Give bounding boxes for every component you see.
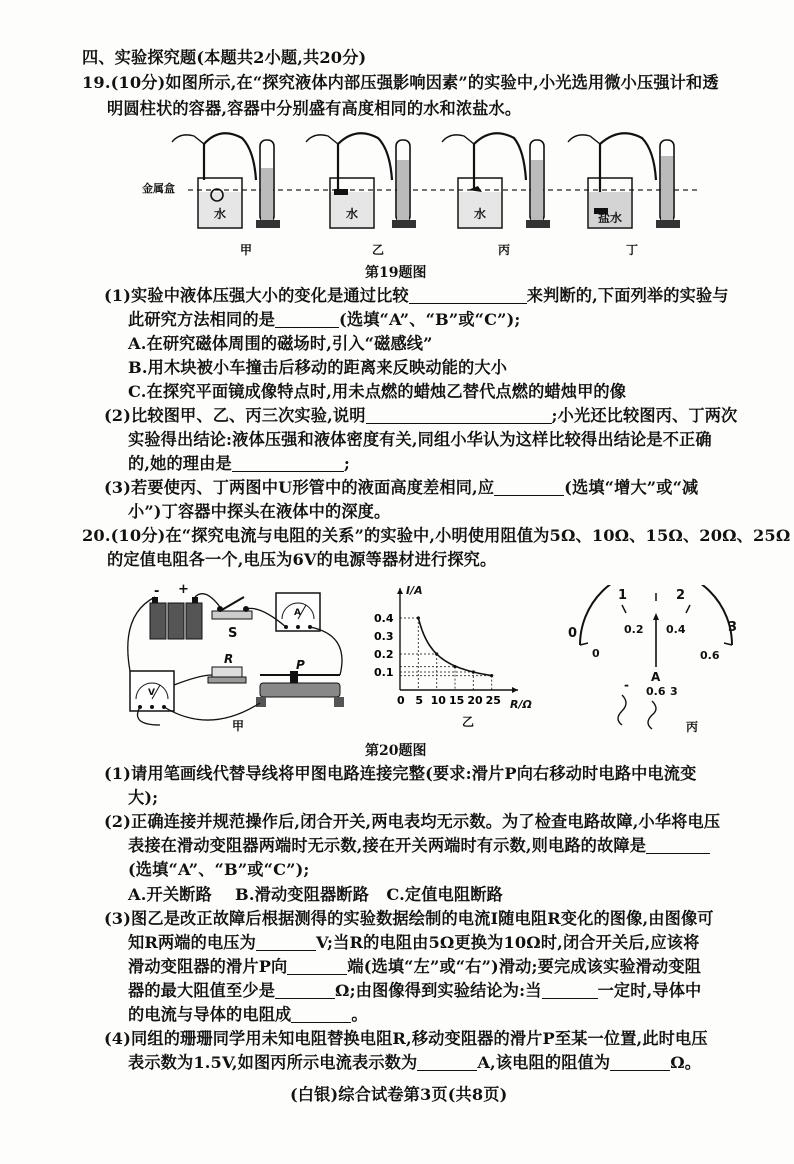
terminal-minus: - bbox=[624, 678, 629, 692]
terminal-06: 0.6 bbox=[646, 685, 666, 698]
battery-minus-label: - bbox=[154, 584, 160, 599]
chart-y-tick: 0.3 bbox=[374, 630, 394, 643]
dial-major-0: 0 bbox=[568, 626, 578, 641]
q20-p3-line3 bbox=[128, 956, 701, 978]
battery bbox=[150, 597, 202, 639]
battery-plus-label: + bbox=[178, 582, 189, 597]
q20-stem-line1: 20.(10分)在“探究电流与电阻的关系”的实验中,小明使用阻值为5Ω、10Ω、15Ω、20Ω、25Ω bbox=[82, 526, 791, 545]
section-title: 四、实验探究题(本题共2小题,共20分) bbox=[82, 48, 367, 67]
chart-point bbox=[453, 665, 456, 668]
q19-p2-text-b: ;小光还比较图丙、丁两次 bbox=[551, 406, 738, 425]
q20-p3-blank2[interactable] bbox=[287, 958, 347, 975]
figure-20-yi-chart bbox=[370, 580, 540, 730]
q20-p3-text-i: 。 bbox=[351, 1005, 368, 1024]
q19-p2-line2: 实验得出结论:液体压强和液体密度有关,同组小华认为这样比较得出结论是不正确 bbox=[128, 430, 712, 449]
q20-p3-line5 bbox=[128, 1004, 368, 1026]
q20-p3-blank1[interactable] bbox=[256, 934, 316, 951]
q19-p1-text-d: (选填“A”、“B”或“C”); bbox=[339, 310, 521, 329]
q20-p1-line1: (1)请用笔画线代替导线将甲图电路连接完整(要求:滑片P向右移动时电路中电流变 bbox=[104, 764, 697, 783]
q20-p3-text-b: V;当R的电阻由5Ω更换为10Ω时,闭合开关后,应该将 bbox=[315, 933, 700, 952]
q20-p2-blank[interactable] bbox=[646, 837, 710, 854]
fig20-yi-label: 乙 bbox=[462, 715, 475, 729]
q19-option-c: C.在探究平面镜成像特点时,用未点燃的蜡烛乙替代点燃的蜡烛甲的像 bbox=[128, 382, 627, 401]
q20-p3-text-e: 器的最大阻值至少是 bbox=[128, 981, 276, 1000]
beaker-label-ding: 盐水 bbox=[598, 211, 623, 225]
q20-p4-blank2[interactable] bbox=[610, 1054, 670, 1071]
chart-grid bbox=[400, 618, 492, 690]
resistor-label: R bbox=[224, 652, 234, 666]
fixed-resistor bbox=[208, 667, 246, 683]
chart-point bbox=[490, 674, 493, 677]
chart-y-tick: 0.1 bbox=[374, 666, 394, 679]
dial-minor-1: 0.2 bbox=[624, 623, 644, 636]
q19-option-a: A.在研究磁体周围的磁场时,引入“磁感线” bbox=[128, 334, 433, 353]
q19-p1-text-b: 来判断的,下面列举的实验与 bbox=[526, 286, 729, 305]
q19-p1-blank2[interactable] bbox=[275, 311, 339, 328]
apparatus-yi bbox=[306, 133, 416, 257]
q20-p4-line2 bbox=[128, 1052, 701, 1074]
slider-label: P bbox=[296, 658, 305, 672]
q20-p4-blank1[interactable] bbox=[417, 1054, 477, 1071]
q19-caption: 第19题图 bbox=[365, 265, 427, 281]
dial-minor-3: 0.6 bbox=[700, 649, 720, 662]
fig20-bing-label: 丙 bbox=[686, 720, 699, 734]
q20-p3-text-f: Ω;由图像得到实验结论为:当 bbox=[335, 981, 542, 1000]
switch-s bbox=[212, 597, 252, 619]
q19-p3-line2: 小”)丁容器中探头在液体中的深度。 bbox=[128, 502, 391, 521]
chart-x-tick: 10 bbox=[430, 694, 446, 707]
q20-p4-text-c: Ω。 bbox=[670, 1053, 702, 1072]
dial-minor-2: 0.4 bbox=[666, 623, 686, 636]
chart-y-arrow bbox=[397, 588, 403, 594]
q19-p3-blank1[interactable] bbox=[494, 479, 564, 496]
sub-label-yi: 乙 bbox=[372, 243, 385, 257]
q19-p1-line2 bbox=[128, 309, 521, 331]
q19-p2-blank1[interactable] bbox=[366, 407, 552, 424]
figure-20-jia bbox=[120, 575, 360, 735]
dial-major-2: 2 bbox=[676, 588, 686, 603]
q19-p1-text-a: (1)实验中液体压强大小的变化是通过比较 bbox=[104, 286, 409, 305]
q20-p2-line1: (2)正确连接并规范操作后,闭合开关,两电表均无示数。为了检查电路故障,小华将电压 bbox=[104, 812, 721, 831]
q19-stem-line2: 明圆柱状的容器,容器中分别盛有高度相同的水和浓盐水。 bbox=[107, 99, 522, 118]
figure-19 bbox=[120, 120, 720, 260]
chart-x-tick: 0 bbox=[397, 694, 405, 707]
chart-x-tick: 20 bbox=[467, 694, 483, 707]
q19-p2-text-d: ; bbox=[343, 454, 350, 473]
chart-x-label: R/Ω bbox=[510, 698, 532, 711]
beaker-label-yi: 水 bbox=[346, 207, 359, 221]
q20-p3-blank4[interactable] bbox=[542, 982, 598, 999]
q19-p3-line1 bbox=[104, 477, 698, 499]
chart-x-tick: 5 bbox=[415, 694, 423, 707]
q19-p2-line3 bbox=[128, 453, 350, 475]
apparatus-jia bbox=[172, 133, 280, 257]
chart-x-arrow bbox=[512, 687, 518, 693]
rheostat bbox=[256, 671, 344, 707]
chart-point bbox=[435, 652, 438, 655]
dial-pointer-tip bbox=[653, 613, 659, 620]
q20-p2-line2 bbox=[128, 835, 710, 857]
q20-p3-line4 bbox=[128, 980, 701, 1002]
q19-p1-line1 bbox=[104, 285, 729, 307]
q20-p3-line1: (3)图乙是改正故障后根据测得的实验数据绘制的电流I随电阻R变化的图像,由图像可 bbox=[104, 909, 714, 928]
chart-y-tick: 0.4 bbox=[374, 612, 394, 625]
q19-p3-text-b: (选填“增大”或“减 bbox=[564, 478, 699, 497]
q20-p3-text-h: 的电流与导体的电阻成 bbox=[128, 1005, 292, 1024]
q20-p3-text-c: 滑动变阻器的滑片P向 bbox=[128, 957, 288, 976]
metal-box-yi bbox=[334, 189, 348, 195]
q20-p3-line2 bbox=[128, 932, 699, 954]
chart-y-label: I/A bbox=[406, 584, 423, 597]
q19-option-b: B.用木块被小车撞击后移动的距离来反映动能的大小 bbox=[128, 358, 508, 377]
voltmeter-label: V bbox=[148, 688, 155, 698]
q19-p3-text-a: (3)若要使丙、丁两图中U形管中的液面高度差相同,应 bbox=[104, 478, 495, 497]
q20-stem-line2: 的定值电阻各一个,电压为6V的电源等器材进行探究。 bbox=[107, 550, 497, 569]
dial-major-3: 3 bbox=[728, 620, 738, 635]
chart-points bbox=[417, 616, 494, 677]
q20-p4-line1: (4)同组的珊珊同学用未知电阻替换电阻R,移动变阻器的滑片P至某一位置,此时电压 bbox=[104, 1029, 708, 1048]
page-footer: (白银)综合试卷第3页(共8页) bbox=[290, 1085, 508, 1104]
apparatus-ding bbox=[568, 133, 680, 257]
q20-p1-line2: 大); bbox=[128, 788, 159, 807]
terminal-3: 3 bbox=[670, 685, 678, 698]
q19-p1-blank1[interactable] bbox=[409, 287, 527, 304]
apparatus-bing bbox=[442, 133, 550, 257]
chart-point bbox=[472, 670, 475, 673]
beaker-label-bing: 水 bbox=[474, 207, 487, 221]
q19-p2-text-c: 的,她的理由是 bbox=[128, 454, 232, 473]
chart-point bbox=[417, 616, 420, 619]
q20-p2-line3: (选填“A”、“B”或“C”); bbox=[128, 860, 310, 879]
q19-p2-text-a: (2)比较图甲、乙、丙三次实验,说明 bbox=[104, 406, 366, 425]
switch-label: S bbox=[228, 626, 238, 641]
wire-b bbox=[648, 701, 656, 729]
probe-label: 金属盒 bbox=[142, 182, 175, 195]
q20-p2-text-a: 表接在滑动变阻器两端时无示数,接在开关两端时有示数,则电路的故障是 bbox=[128, 836, 647, 855]
q19-p1-text-c: 此研究方法相同的是 bbox=[128, 310, 276, 329]
chart-x-tick: 25 bbox=[485, 694, 501, 707]
q20-p3-text-d: 端(选填“左”或“右”)滑动;要完成该实验滑动变阻 bbox=[347, 957, 702, 976]
ammeter-label: A bbox=[294, 608, 301, 618]
q19-p2-blank2[interactable] bbox=[232, 455, 344, 472]
chart-x-tick: 15 bbox=[449, 694, 465, 707]
sub-label-ding: 丁 bbox=[626, 243, 639, 257]
q19-stem-line1: 19.(10分)如图所示,在“探究液体内部压强影响因素”的实验中,小光选用微小压强计和透 bbox=[82, 73, 719, 92]
q20-p3-blank5[interactable] bbox=[291, 1006, 351, 1023]
dial-unit: A bbox=[651, 670, 661, 684]
sub-label-bing: 丙 bbox=[498, 243, 511, 257]
q20-caption: 第20题图 bbox=[365, 743, 427, 759]
q20-p4-text-b: A,该电阻的阻值为 bbox=[477, 1053, 611, 1072]
fig20-jia-label: 甲 bbox=[232, 719, 245, 733]
q20-p3-text-g: 一定时,导体中 bbox=[597, 981, 702, 1000]
chart-ticks bbox=[374, 612, 501, 707]
q20-p3-text-a: 知R两端的电压为 bbox=[128, 933, 256, 952]
wire-a bbox=[618, 695, 626, 725]
sub-label-jia: 甲 bbox=[240, 243, 253, 257]
q20-p3-blank3[interactable] bbox=[275, 982, 335, 999]
q19-p2-line1 bbox=[104, 405, 737, 427]
q20-p2-options: A.开关断路 B.滑动变阻器断路 C.定值电阻断路 bbox=[128, 885, 503, 904]
q20-p4-text-a: 表示数为1.5V,如图丙所示电流表示数为 bbox=[128, 1053, 418, 1072]
dial-minor-0: 0 bbox=[592, 647, 600, 660]
dial-major-1: 1 bbox=[618, 588, 628, 603]
beaker-label-jia: 水 bbox=[214, 207, 227, 221]
figure-20-bing-dial bbox=[560, 585, 750, 735]
chart-y-tick: 0.2 bbox=[374, 648, 394, 661]
